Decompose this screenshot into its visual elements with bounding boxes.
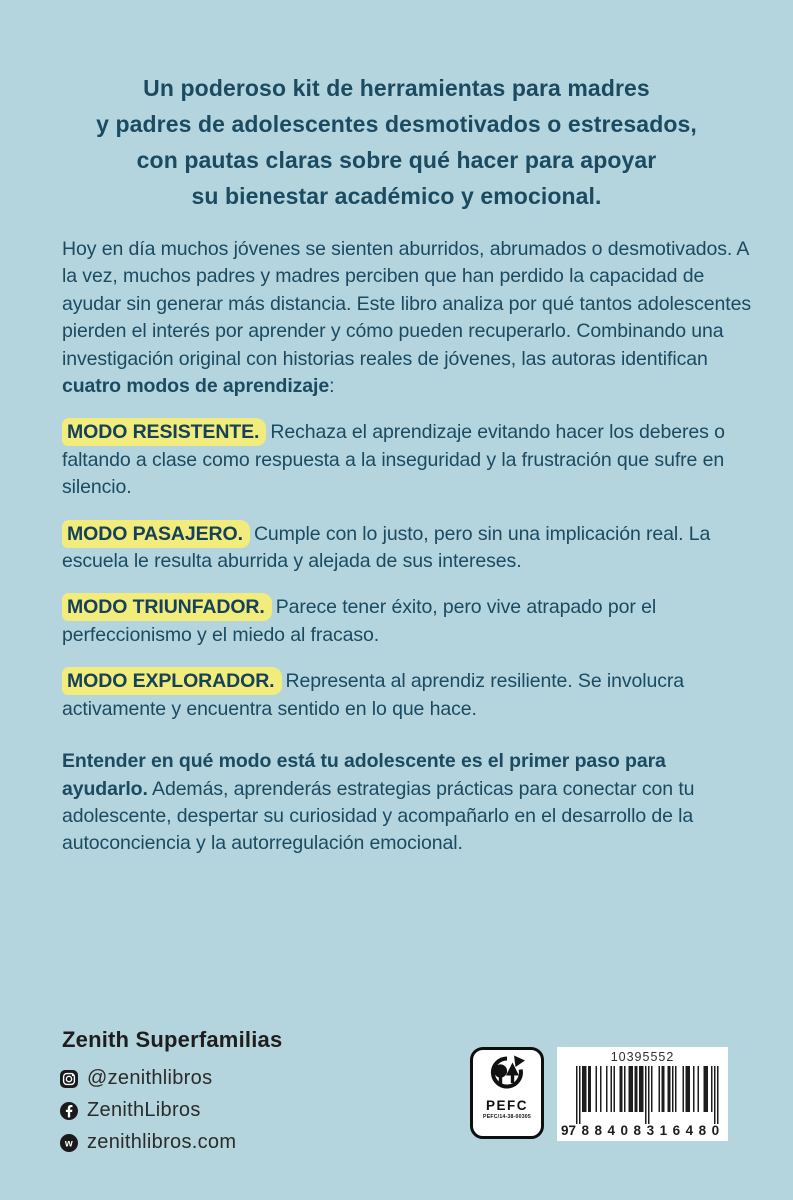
barcode-bars: [576, 1066, 722, 1124]
mode-label-highlight: MODO RESISTENTE.: [62, 418, 266, 446]
pefc-code: PEFC/14-38-00305: [483, 1114, 531, 1120]
social-handle: zenithlibros.com: [87, 1131, 237, 1153]
mode-pasajero: [62, 521, 752, 576]
mode-triunfador: [62, 594, 752, 649]
intro-text: Hoy en día muchos jóvenes se sienten aburridos, abrumados o desmotivados. A la vez, muchos padres y madres perciben que han perdido la capacidad de ayudar sin generar más distancia. Este libro analiza por qué tantos adolescentes pierden el interés por aprender y cómo pueden recuperarlo. Combinando una investigación original con historias reales de jóvenes, las autoras identifican: [62, 238, 751, 370]
intro-colon: :: [329, 375, 335, 398]
mode-description: Representa al aprendiz resiliente. Se involucra activamente y encuentra sentido en lo que hace.: [62, 670, 685, 720]
barcode: [557, 1047, 728, 1141]
isbn-group2: 316480: [646, 1123, 725, 1138]
svg-text:w: w: [64, 1137, 74, 1149]
mode-description: Rechaza el aprendizaje evitando hacer los deberes o faltando a clase como respuesta a la inseguridad y la frustración que sufre en silencio.: [62, 421, 725, 499]
pefc-logo: [470, 1047, 544, 1139]
headline-line: y padres de adolescentes desmotivados o estresados,: [96, 111, 697, 137]
closing-paragraph: [62, 748, 752, 858]
barcode-top-number: 10395552: [610, 1050, 675, 1064]
mode-label-highlight: MODO EXPLORADOR.: [62, 667, 282, 695]
closing-bold: Entender en qué modo está tu adolescente es el primer paso para ayudarlo.: [62, 750, 666, 800]
headline-line: su bienestar académico y emocional.: [191, 183, 602, 209]
social-handle: ZenithLibros: [87, 1099, 201, 1121]
facebook-icon: [60, 1102, 78, 1120]
mode-description: Parece tener éxito, pero vive atrapado por el perfeccionismo y el miedo al fracaso.: [62, 596, 657, 646]
mode-resistente: [62, 419, 752, 501]
social-web: [60, 1131, 236, 1154]
mode-label-highlight: MODO PASAJERO.: [62, 520, 250, 548]
isbn-group1: 788408: [568, 1123, 647, 1138]
intro-paragraph: [62, 236, 752, 400]
social-facebook: [60, 1099, 236, 1122]
mode-explorador: [62, 668, 752, 723]
mode-description: Cumple con lo justo, pero sin una implicación real. La escuela le resulta aburrida y alejada de sus intereses.: [62, 522, 711, 573]
web-icon: [60, 1134, 78, 1152]
closing-rest: Además, aprenderás estrategias prácticas para conectar con tu adolescente, despertar su curiosidad y acompañarlo en el desarrollo de la autoconciencia y la autorregulación emocional.: [62, 777, 695, 855]
pefc-trees-icon: [484, 1055, 530, 1097]
isbn-prefix: 9: [561, 1123, 569, 1138]
social-instagram: [60, 1067, 236, 1090]
publisher-name: Zenith Superfamilias: [62, 1027, 283, 1052]
social-handle: @zenithlibros: [87, 1067, 213, 1089]
intro-bold: cuatro modos de aprendizaje: [62, 375, 330, 398]
headline-line: Un poderoso kit de herramientas para madres: [143, 75, 650, 101]
headline: [0, 0, 793, 214]
pefc-label: PEFC: [485, 1098, 528, 1113]
instagram-icon: [60, 1070, 78, 1088]
headline-line: con pautas claras sobre qué hacer para apoyar: [136, 147, 657, 173]
body-copy: [62, 236, 752, 858]
social-links: [60, 1067, 236, 1163]
barcode-isbn-digits: [561, 1123, 725, 1138]
mode-label-highlight: MODO TRIUNFADOR.: [62, 593, 272, 621]
